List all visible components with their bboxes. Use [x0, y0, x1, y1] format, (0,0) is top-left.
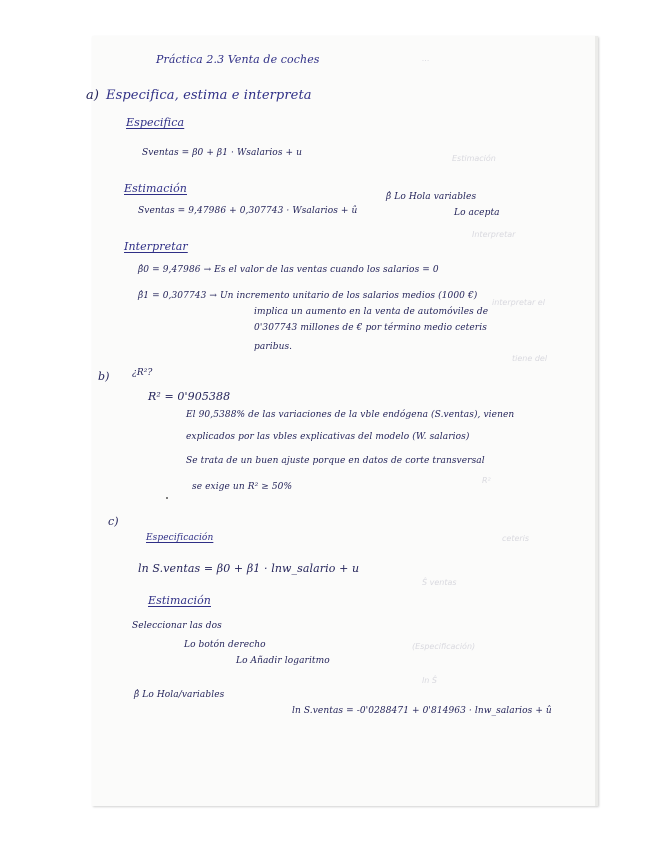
r2-explanation: El 90,5388% de las variaciones de la vble endógena (S.ventas), vienen — [186, 410, 515, 420]
bleed-text: (Especificación) — [412, 642, 476, 651]
estimation-equation: Sventas = 9,47986 + 0,307743 · Wsalarios + û — [138, 206, 358, 216]
bleed-text: ln Ŝ — [422, 676, 437, 685]
part-a-heading: Especifica, estima e interpreta — [106, 88, 312, 103]
spec-heading-c: Especificación — [146, 533, 214, 543]
step-text: Seleccionar las dos — [132, 621, 222, 631]
r2-value: R² = 0'905388 — [148, 390, 231, 403]
bleed-text: Interpretar — [472, 230, 516, 239]
bleed-text: Estimación — [452, 154, 496, 163]
spec-heading: Especifica — [126, 116, 185, 129]
spec-equation-c: ln S.ventas = β0 + β1 · lnw_salario + u — [138, 562, 360, 575]
page-edge-shadow — [595, 36, 598, 806]
beta1-interpretation: 0'307743 millones de € por término medio ceteris — [254, 323, 487, 333]
r2-explanation: explicados por las vbles explicativas del modelo (W. salarios) — [186, 432, 470, 442]
r2-question: ¿R²? — [132, 368, 153, 378]
page-title: Práctica 2.3 Venta de coches — [156, 53, 320, 66]
pen-dot — [166, 497, 168, 499]
bleed-text: tiene del — [512, 354, 548, 363]
r2-explanation: se exige un R² ≥ 50% — [192, 482, 293, 492]
paper-sheet — [86, 36, 598, 806]
beta1-interpretation: implica un aumento en la venta de automóviles de — [254, 307, 489, 317]
bleed-text: ceteris — [502, 534, 530, 543]
r2-explanation: Se trata de un buen ajuste porque en datos de corte transversal — [186, 456, 485, 466]
interpret-heading: Interpretar — [124, 240, 188, 253]
step-text: Lo botón derecho — [184, 640, 266, 650]
beta1-interpretation: β̂1 = 0,307743 → Un incremento unitario de los salarios medios (1000 €) — [138, 291, 478, 301]
bleed-text: R² — [482, 476, 491, 485]
bleed-text: interpretar el — [492, 298, 545, 307]
final-equation: ln S.ventas = -0'0288471 + 0'814963 · lnw_salarios + û — [292, 706, 552, 716]
estimation-heading: Estimación — [124, 182, 187, 195]
part-c-label: c) — [108, 515, 119, 528]
part-b-label: b) — [98, 370, 110, 383]
spec-equation: Sventas = β0 + β1 · Wsalarios + u — [142, 148, 302, 158]
beta1-interpretation: paribus. — [254, 342, 293, 352]
bleed-text: ... — [422, 54, 430, 63]
margin-note: Lo acepta — [454, 208, 500, 218]
margin-note: β̂ Lo Hola variables — [386, 192, 477, 202]
bleed-text: Ŝ ventas — [422, 578, 457, 587]
step-text: Lo Añadir logaritmo — [236, 656, 330, 666]
estimation-heading-c: Estimación — [148, 594, 211, 607]
beta0-interpretation: β̂0 = 9,47986 → Es el valor de las ventas cuando los salarios = 0 — [138, 265, 439, 275]
part-a-label: a) — [86, 88, 100, 103]
margin-note-c: β̂ Lo Hola/variables — [134, 690, 225, 700]
